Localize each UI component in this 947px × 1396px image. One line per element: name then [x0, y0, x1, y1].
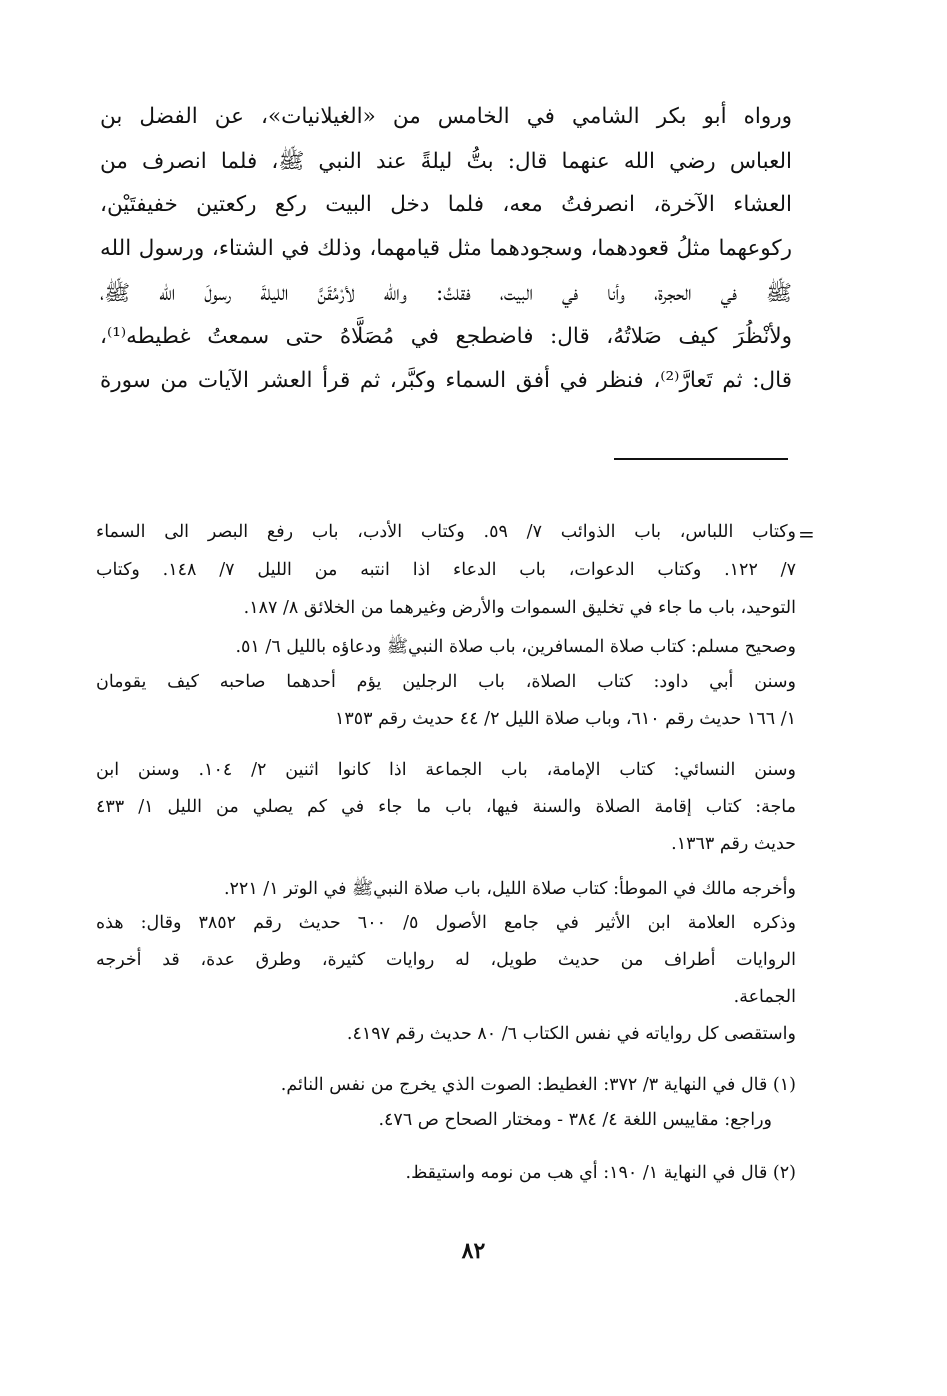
- footnote-2: (٢) قال في النهاية ١/ ١٩٠: أي هب من نومه واستيقظ.: [405, 1163, 796, 1183]
- footnote-divider: [614, 458, 788, 460]
- main-line: ورواه أبو بكر الشامي في الخامس من «الغيلانيات»، عن الفضل بن: [100, 104, 792, 129]
- footnote-line: وأخرجه مالك في الموطأ: كتاب صلاة الليل، باب صلاة النبيﷺ في الوتر ١/ ٢٢١.: [223, 879, 796, 899]
- footnote-line: الروايات أطراف من حديث طويل، له روايات كثيرة، وطرق عدة، قد أخرجه: [96, 950, 796, 970]
- main-line: العشاء الآخرة، انصرفتُ معه، فلما دخل البيت ركع ركعتين خفيفتَيْن،: [100, 192, 792, 217]
- main-line: ركوعهما مثلُ قعودهما، وسجودهما مثل قيامهما، وذلك في الشتاء، ورسول الله: [100, 236, 792, 261]
- main-line: قال: ثم تَعارَّ⁽²⁾، فنظر في أفق السماء وكبَّر، ثم قرأ العشر الآيات من سورة: [100, 368, 792, 393]
- footnote-line: واستقصى كل رواياته في نفس الكتاب ٦/ ٨٠ حديث رقم ٤١٩٧.: [346, 1024, 796, 1044]
- footnote-line: وصحيح مسلم: كتاب صلاة المسافرين، باب صلاة النبيﷺ ودعاؤه بالليل ٦/ ٥١.: [235, 637, 796, 657]
- footnote-line: الجماعة.: [733, 987, 796, 1007]
- footnote-line: وكتاب اللباس، باب الذوائب ٧/ ٥٩. وكتاب الأدب، باب رفع البصر الى السماء: [96, 522, 797, 542]
- footnote-line: التوحيد، باب ما جاء في تخليق السموات والأرض وغيرهما من الخلائق ٨/ ١٨٧.: [243, 598, 796, 618]
- main-line: العباس رضي الله عنهما قال: بتُّ ليلةً عند النبي ﷺ، فلما انصرف من: [100, 149, 792, 174]
- footnote-line: وراجع: مقاييس اللغة ٤/ ٣٨٤ - ومختار الصحاح ص ٤٧٦.: [378, 1110, 772, 1130]
- page-number: ٨٢: [461, 1238, 486, 1264]
- main-line: ﷺ في الحجرة، وأنا في البيت، فقلتُ: والله لأرْمُقَنَّ الليلةَ رسولَ الله ﷺ،: [100, 281, 792, 306]
- continuation-mark: =: [798, 522, 815, 546]
- footnote-line: حديث رقم ١٣٦٣.: [671, 834, 796, 854]
- footnote-line: وسنن النسائي: كتاب الإمامة، باب الجماعة اذا كانوا اثنين ٢/ ١٠٤. وسنن ابن: [96, 760, 796, 780]
- footnote-line: ١/ ١٦٦ حديث رقم ٦١٠، وباب صلاة الليل ٢/ ٤٤ حديث رقم ١٣٥٣: [334, 709, 796, 729]
- footnote-1: (١) قال في النهاية ٣/ ٣٧٢: الغطيط: الصوت الذي يخرج من نفس النائم.: [280, 1075, 796, 1095]
- footnote-line: ٧/ ١٢٢. وكتاب الدعوات، باب الدعاء اذا انتبه من الليل ٧/ ١٤٨. وكتاب: [96, 560, 796, 580]
- footnote-line: ماجة: كتاب إقامة الصلاة والسنة فيها، باب ما جاء في كم يصلي من الليل ١/ ٤٣٣: [96, 797, 796, 817]
- footnote-line: وسنن أبي داود: كتاب الصلاة، باب الرجلين يؤم أحدهما صاحبه كيف يقومان: [96, 672, 796, 692]
- main-line: ولأنْظُرَ كيف صَلاتُهُ، قال: فاضطجع في مُصَلَّاهُ حتى سمعتُ غطيطه⁽¹⁾،: [100, 324, 792, 349]
- footnote-line: وذكره العلامة ابن الأثير في جامع الأصول ٥/ ٦٠٠ حديث رقم ٣٨٥٢ وقال: هذه: [96, 913, 796, 933]
